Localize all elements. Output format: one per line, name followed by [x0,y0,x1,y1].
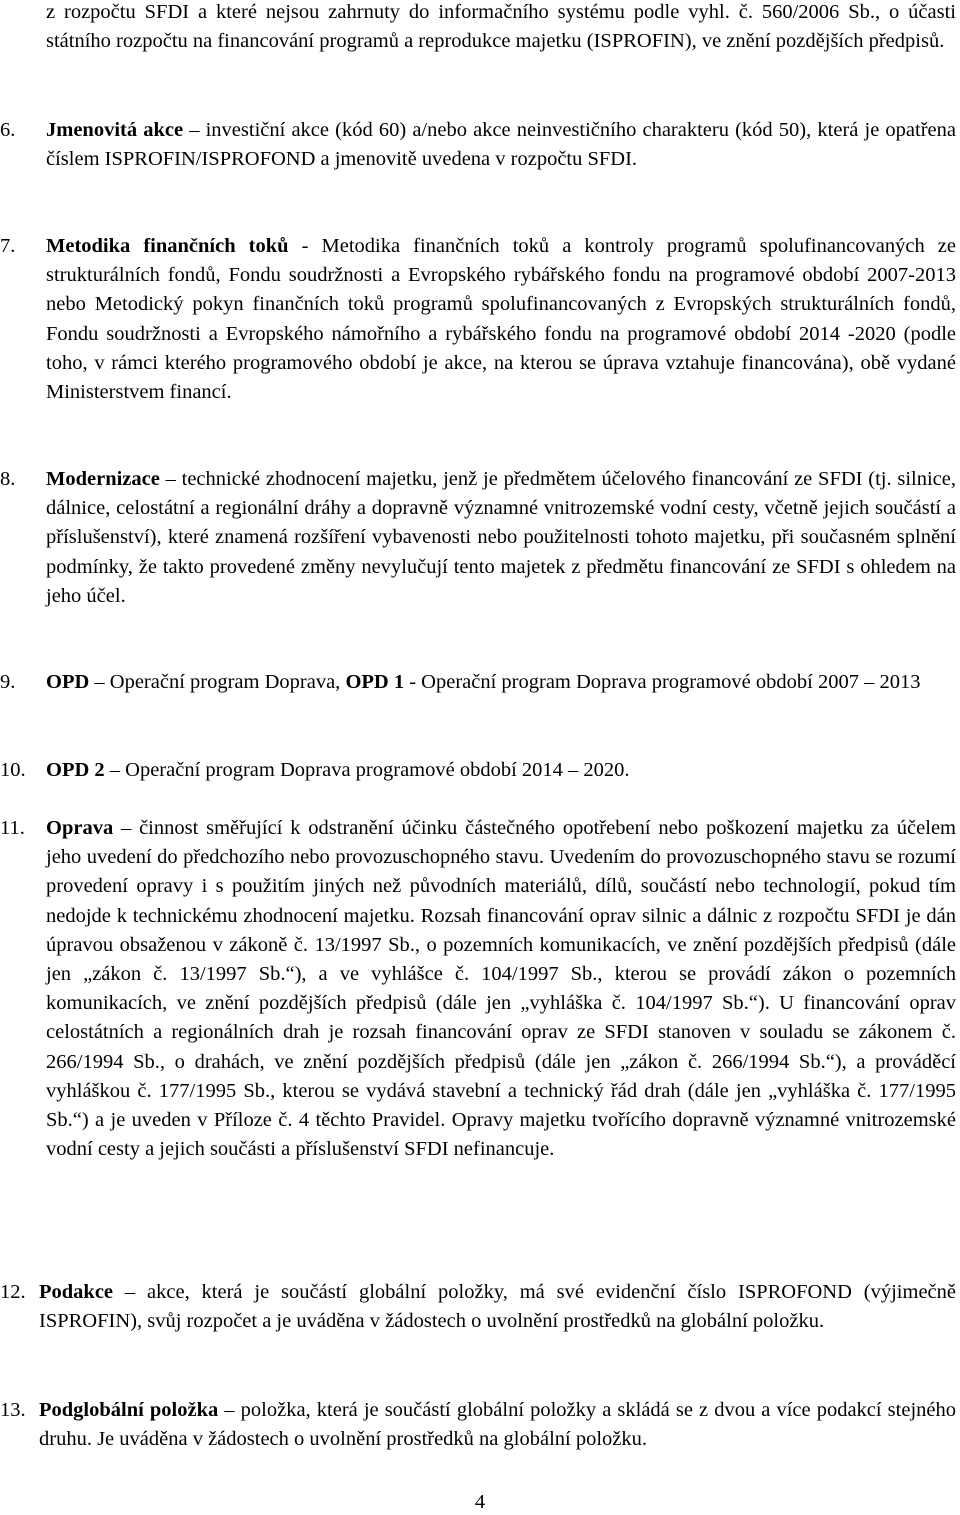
definition-item-12 [0,1278,956,1336]
item-text: – Operační program Doprava, [89,671,346,693]
item-number: 9. [0,671,16,693]
item-term: Jmenovitá akce [46,119,184,141]
definition-item-9 [0,668,956,697]
item-term: Metodika finančních toků [46,235,289,257]
item-term: Podakce [39,1281,114,1303]
item-text: – akce, která je součástí globální položky, má své evidenční číslo ISPROFOND (výjimečně ISPROFIN), svůj rozpočet a je uváděna v žádostech o uvolnění prostředků na globální položku. [39,1281,956,1333]
item-number: 11. [0,817,25,839]
definition-item-7 [0,232,956,407]
item-term-secondary: OPD 1 [345,671,405,693]
definition-item-13 [0,1396,956,1454]
item-number: 7. [0,235,16,257]
item-text-secondary: - Operační program Doprava programové období 2007 – 2013 [404,671,921,693]
item-text: - Metodika finančních toků a kontroly programů spolufinancovaných ze strukturálních fondů, Fondu soudržnosti a Evropského rybářského fondu na programové období 2007-2013 nebo Metodický pokyn finančních toků programů spolufinancovaných z Evropských strukturálních fondů, Fondu soudržnosti a Evropského námořního a rybářského fondu na programové období 2014 -2020 (podle toho, v rámci kterého programového období je akce, na kterou se úprava vztahuje financována), obě vydané Ministerstvem financí. [46,235,956,404]
item-number: 8. [0,468,16,490]
item-number: 12. [0,1281,26,1303]
item-text: – položka, která je součástí globální položky a skládá se z dvou a více podakcí stejného druhu. Je uváděna v žádostech o uvolnění prostředků na globální položku. [39,1399,956,1451]
item-number: 6. [0,119,16,141]
definition-item-8 [0,465,956,611]
item-number: 13. [0,1399,26,1421]
item-text: – činnost směřující k odstranění účinku částečného opotřebení nebo poškození majetku za účelem jeho uvedení do předchozího nebo provozuschopného stavu. Uvedením do provozuschopného stavu se rozumí provedení opravy i s použitím jiných než původních materiálů, dílů, součástí nebo technologií, pokud tím nedojde k technickému zhodnocení majetku. Rozsah financování oprav silnic a dálnic z rozpočtu SFDI je dán úpravou obsaženou v zákoně č. 13/1997 Sb., o pozemních komunikacích, ve znění pozdějších předpisů (dále jen „zákon č. 13/1997 Sb.“), a ve vyhlášce č. 104/1997 Sb., kterou se provádí zákon o pozemních komunikacích, ve znění pozdějších předpisů (dále jen „vyhláška č. 104/1997 Sb.“). U financování oprav celostátních a regionálních drah je rozsah financování oprav ze SFDI stanoven v souladu se zákonem č. 266/1994 Sb., o drahách, ve znění pozdějších předpisů (dále jen „zákon č. 266/1994 Sb.“), a prováděcí vyhláškou č. 177/1995 Sb., kterou se vydává stavební a technický řád drah (dále jen „vyhláška č. 177/1995 Sb.“) a je uveden v Příloze č. 4 těchto Pravidel. Opravy majetku tvořícího dopravně významné vnitrozemské vodní cesty a jejich součásti a příslušenství SFDI nefinancuje. [46,817,956,1161]
definition-item-11 [0,814,956,1164]
item-text: – investiční akce (kód 60) a/nebo akce neinvestičního charakteru (kód 50), která je opatřena číslem ISPROFIN/ISPROFOND a jmenovitě uvedena v rozpočtu SFDI. [46,119,956,171]
page-number: 4 [474,1491,486,1513]
item-number: 10. [0,759,26,781]
definition-item-6 [0,116,956,174]
intro-paragraph: z rozpočtu SFDI a které nejsou zahrnuty do informačního systému podle vyhl. č. 560/2006 Sb., o účasti státního rozpočtu na financování programů a reprodukce majetku (ISPROFIN), ve znění pozdějších předpisů. [46,1,956,53]
item-text: – Operační program Doprava programové období 2014 – 2020. [104,759,630,781]
item-term: OPD [46,671,90,693]
item-text: – technické zhodnocení majetku, jenž je předmětem účelového financování ze SFDI (tj. silnice, dálnice, celostátní a regionální dráhy a dopravně významné vnitrozemské vodní cesty, včetně jejich součástí a příslušenství), které znamená rozšíření vybavenosti nebo použitelnosti tohoto majetku, při současném splnění podmínky, že takto provedené změny nevylučují tento majetek z předmětu financování ze SFDI s ohledem na jeho účel. [46,468,956,607]
definition-item-10 [0,756,956,785]
item-term: Oprava [46,817,114,839]
item-term: OPD 2 [46,759,105,781]
item-term: Podglobální položka [39,1399,219,1421]
item-term: Modernizace [46,468,160,490]
